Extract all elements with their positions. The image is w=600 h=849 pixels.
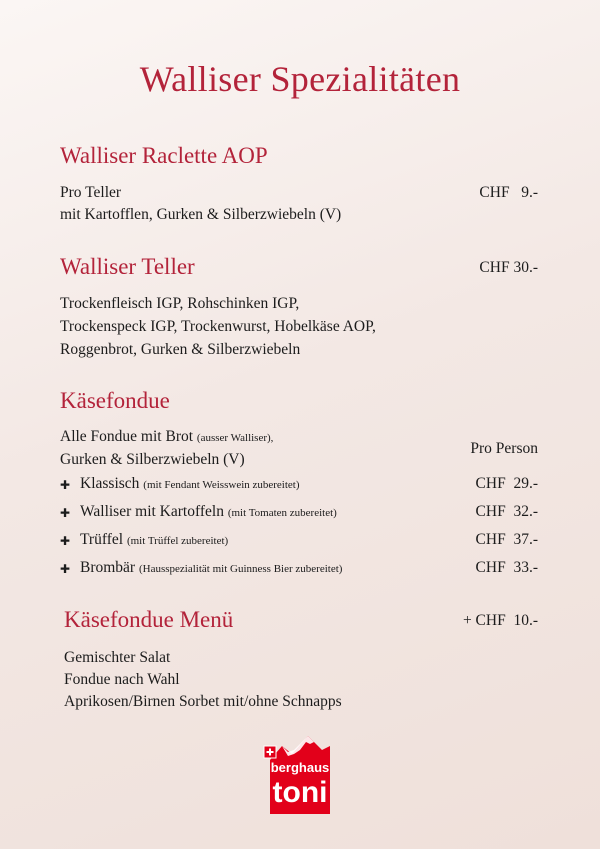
fondue-item-note: (mit Fendant Weisswein zubereitet) — [143, 479, 300, 491]
logo-text-toni: toni — [272, 776, 328, 809]
fondue-item-note: (mit Tomaten zubereitet) — [227, 507, 337, 519]
fondue-item — [80, 531, 228, 549]
fondue-item — [80, 559, 342, 577]
fondue-item-price: CHF 32.- — [475, 503, 538, 520]
logo-text-berghaus: berghaus — [270, 760, 330, 775]
raclette-line-1: Pro Teller — [60, 184, 122, 201]
fondue-heading: Käsefondue — [60, 388, 170, 413]
fondue-item-name: Walliser mit Kartoffeln — [80, 503, 224, 520]
menu-line-3: Aprikosen/Birnen Sorbet mit/ohne Schnapps — [64, 693, 342, 710]
fondue-item-price: CHF 29.- — [475, 475, 538, 492]
fondue-item-price: CHF 37.- — [475, 531, 538, 548]
teller-line-3: Roggenbrot, Gurken & Silberzwiebeln — [60, 341, 301, 358]
teller-line-1: Trockenfleisch IGP, Rohschinken IGP, — [60, 295, 300, 312]
fondue-item-name: Trüffel — [80, 531, 124, 548]
teller-heading: Walliser Teller — [60, 254, 195, 279]
berghaus-toni-logo — [262, 730, 338, 814]
menu-line-1: Gemischter Salat — [64, 649, 171, 666]
plus-icon: ✚ — [60, 478, 71, 492]
menu-line-2: Fondue nach Wahl — [64, 671, 180, 688]
fondue-item-price: CHF 33.- — [475, 559, 538, 576]
per-person-label: Pro Person — [470, 440, 538, 457]
fondue-item — [80, 475, 300, 493]
menu-heading: Käsefondue Menü — [64, 607, 234, 632]
fondue-item-note: (mit Trüffel zubereitet) — [126, 535, 229, 547]
fondue-item — [80, 503, 337, 521]
page-title: Walliser Spezialitäten — [139, 59, 461, 99]
fondue-item-name: Klassisch — [80, 475, 140, 492]
fondue-intro-main: Alle Fondue mit Brot — [60, 428, 194, 445]
raclette-price: CHF 9.- — [479, 184, 538, 201]
menu-price: + CHF 10.- — [462, 612, 538, 629]
fondue-intro — [60, 425, 273, 450]
plus-icon: ✚ — [60, 534, 71, 548]
raclette-heading: Walliser Raclette AOP — [60, 143, 268, 168]
teller-price: CHF 30.- — [479, 259, 538, 276]
raclette-line-2: mit Kartofflen, Gurken & Silberzwiebeln (V) — [60, 206, 342, 223]
fondue-item-note: (Hausspezialität mit Guinness Bier zubereitet) — [138, 563, 343, 575]
plus-icon: ✚ — [60, 506, 71, 520]
teller-line-2: Trockenspeck IGP, Trockenwurst, Hobelkäse AOP, — [60, 318, 376, 335]
fondue-intro-line-2: Gurken & Silberzwiebeln (V) — [60, 451, 245, 468]
plus-icon: ✚ — [60, 562, 71, 576]
fondue-item-name: Brombär — [80, 559, 136, 576]
fondue-intro-note: (ausser Walliser), — [196, 432, 274, 444]
